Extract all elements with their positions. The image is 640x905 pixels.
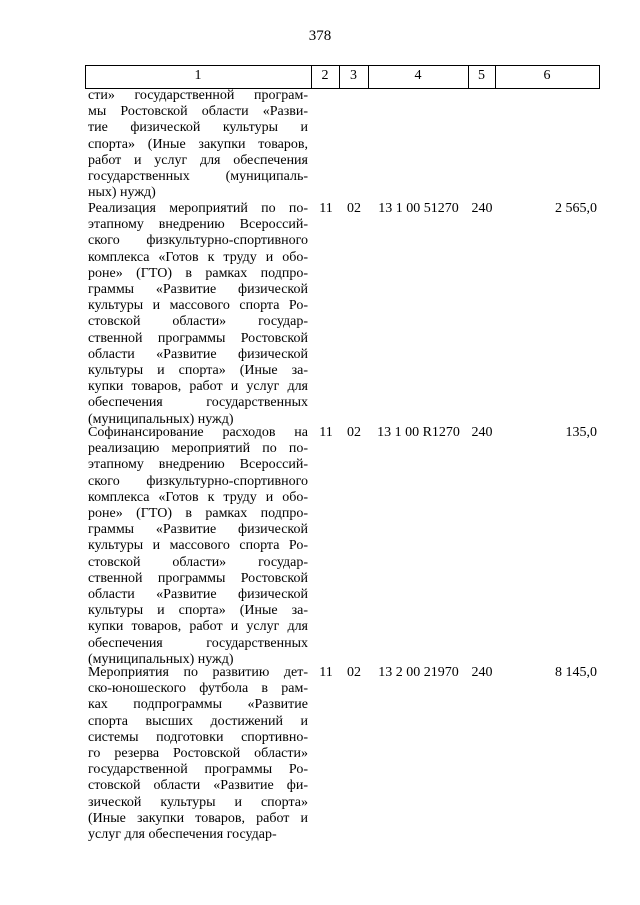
- table-top-border: [85, 65, 600, 66]
- target-article-code: 13 1 00 R1270: [377, 425, 460, 440]
- section-code: 11: [319, 665, 333, 680]
- amount: 135,0: [565, 425, 597, 440]
- subsection-code: 02: [347, 201, 361, 216]
- subsection-code: 02: [347, 665, 361, 680]
- row-description: Мероприятия по развитию дет- ско-юношеского футбола в рам- ках подпрограммы «Развитие спорта высших достижений и системы подготовки спортивно- го резерва Ростовской области» государственной программы Ро- стовской области «Развитие фи- зической культуры и спорта» (Иные закупки товаров, работ и услуг для обеспечения государ-: [88, 665, 308, 843]
- target-article-code: 13 2 00 21970: [378, 665, 459, 680]
- page-number: 378: [308, 28, 332, 44]
- amount: 2 565,0: [555, 201, 597, 216]
- row-description: Софинансирование расходов на реализацию мероприятий по по- этапному внедрению Всероссий- ского физкультурно-спортивного комплекса «Готов к труду и обо- роне» (ГТО) в рамках подпро- граммы «Развитие физической культуры и массового спорта Ро- стовской области» государ- ственной программы Ростовской области «Развитие физической культуры и спорта» (Иные за- купки товаров, работ и услуг для обеспечения государственных (муниципальных) нужд): [88, 425, 308, 667]
- expense-type-code: 240: [471, 665, 493, 680]
- column-header: 4: [414, 68, 422, 83]
- amount: 8 145,0: [555, 665, 597, 680]
- subsection-code: 02: [347, 425, 361, 440]
- expense-type-code: 240: [471, 201, 493, 216]
- section-code: 11: [319, 201, 333, 216]
- column-header: 5: [478, 68, 485, 83]
- column-header: 2: [321, 68, 329, 83]
- budget-table: [85, 65, 600, 855]
- row-description: Реализация мероприятий по по- этапному внедрению Всероссий- ского физкультурно-спортивного комплекса «Готов к труду и обо- роне» (ГТО) в рамках подпро- граммы «Развитие физической культуры и массового спорта Ро- стовской области» государ- ственной программы Ростовской области «Развитие физической культуры и спорта» (Иные за- купки товаров, работ и услуг для обеспечения государственных (муниципальных) нужд): [88, 201, 308, 427]
- header-divider: [599, 65, 600, 88]
- column-header: 3: [350, 68, 357, 83]
- section-code: 11: [319, 425, 333, 440]
- column-header: 1: [194, 68, 202, 83]
- target-article-code: 13 1 00 51270: [378, 201, 459, 216]
- expense-type-code: 240: [471, 425, 493, 440]
- column-header: 6: [543, 68, 551, 83]
- row-description: сти» государственной програм- мы Ростовской области «Разви- тие физической культуры и спорта» (Иные закупки товаров, работ и услуг для обеспечения государственных (муниципаль- ных) нужд): [88, 88, 308, 201]
